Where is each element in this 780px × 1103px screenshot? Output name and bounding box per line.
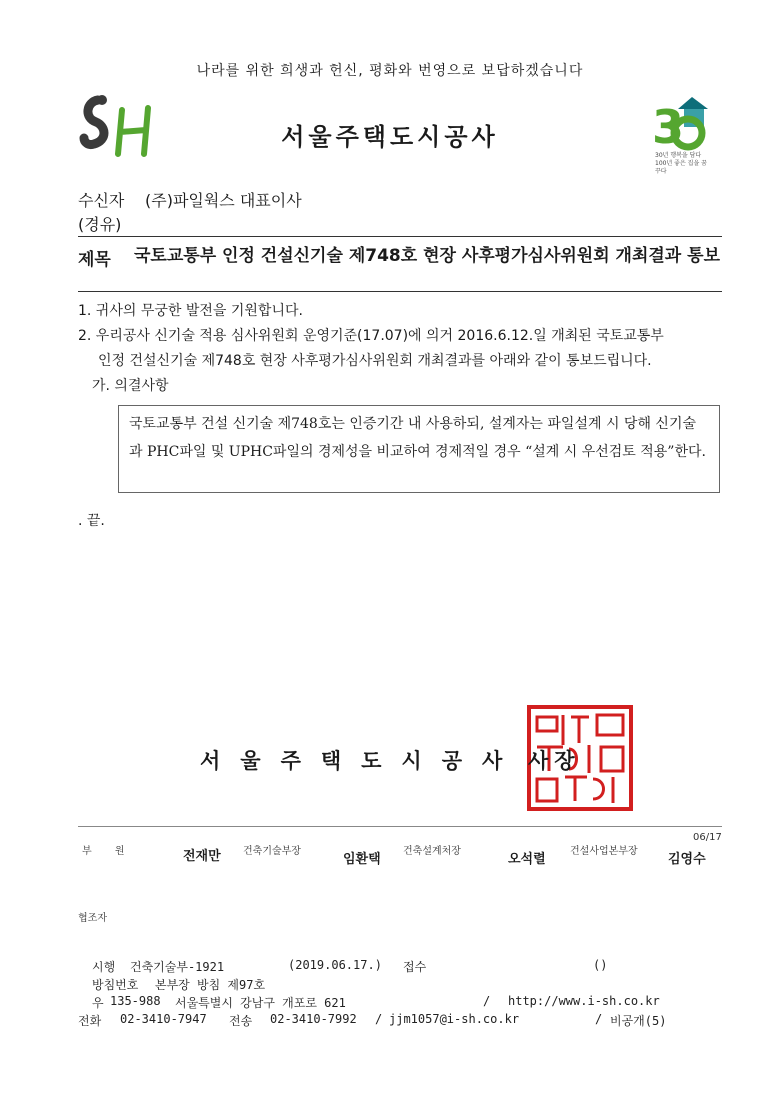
recipient-value: (주)파일웍스 대표이사	[145, 191, 302, 210]
exec-date: (2019.06.17.)	[288, 958, 382, 972]
footer-slash-2: /	[375, 1012, 383, 1026]
decision-box: 국토교통부 건설 신기술 제748호는 인증기간 내 사용하되, 설계자는 파일설계 시 당해 신기술과 PHC파일 및 UPHC파일의 경제성을 비교하여 경제적일 경우 “설계 시 우선검토 적용”한다.	[118, 405, 720, 493]
policy-label: 방침번호	[92, 978, 139, 992]
disclosure: 비공개(5)	[610, 1014, 667, 1028]
subject-label: 제목	[78, 250, 111, 270]
approver-1-role: 건축기술부장	[243, 846, 301, 857]
email-link[interactable]: jjm1057@i-sh.co.kr	[389, 1012, 520, 1026]
phone-label: 전화	[78, 1014, 102, 1028]
end-mark: . 끝.	[78, 513, 105, 529]
fax-value: 02-3410-7992	[270, 1012, 357, 1026]
exec-label: 시행	[92, 960, 116, 974]
approval-divider	[78, 826, 722, 827]
footer-slash-1: /	[483, 994, 491, 1008]
fax-label: 전송	[229, 1014, 253, 1028]
subject-text: 국토교통부 인정 건설신기술 제748호 현장 사후평가심사위원회 개최결과 통보	[134, 246, 720, 266]
body-item-ga: 가. 의결사항	[92, 378, 169, 394]
logo-caption: 30년 행복을 담다 100년 좋은 집을 꿈꾸다	[655, 152, 707, 175]
motto: 나라를 위한 희생과 헌신, 평화와 번영으로 보답하겠습니다	[196, 63, 584, 79]
approver-2-name: 임환택	[343, 852, 381, 867]
phone-value: 02-3410-7947	[120, 1012, 207, 1026]
body-item-2-line-1: 2. 우리공사 신기술 적용 심사위원회 운영기준(17.07)에 의거 2016.6.12.일 개최된 국토교통부	[78, 328, 664, 344]
recipient-label: 수신자	[78, 191, 125, 210]
sender-organization: 서울주택도시공사	[200, 749, 523, 773]
approver-3-role: 건설사업본부장	[570, 846, 638, 857]
via-label: (경유)	[78, 215, 122, 234]
body-item-1: 1. 귀사의 무궁한 발전을 기원합니다.	[78, 303, 303, 319]
sender-title: 사장	[528, 749, 581, 773]
cooperator-label: 협조자	[78, 913, 107, 924]
address: 서울특별시 강남구 개포로 621	[175, 996, 346, 1010]
30th-anniversary-logo	[648, 95, 710, 157]
approver-1-name: 전재만	[183, 849, 221, 864]
approver-4-name: 김영수	[668, 852, 706, 867]
exec-value: 건축기술부-1921	[130, 960, 225, 974]
subject-divider	[78, 291, 722, 292]
subject	[78, 245, 728, 270]
zip-label: 우	[92, 996, 104, 1010]
approval-label: 부 원	[82, 846, 135, 857]
website-link[interactable]: http://www.i-sh.co.kr	[508, 994, 660, 1008]
body-item-2-line-2: 인정 건설신기술 제748호 현장 사후평가심사위원회 개최결과를 아래와 같이 통보드립니다.	[98, 353, 652, 369]
zip-value: 135-988	[110, 994, 161, 1008]
footer-slash-3: /	[595, 1012, 603, 1026]
header-divider	[78, 236, 722, 237]
receive-label: 접수	[403, 960, 427, 974]
svg-text:3: 3	[652, 100, 685, 153]
approval-date: 06/17	[693, 832, 722, 843]
approver-2-role: 건축설계처장	[403, 846, 461, 857]
approver-3-name: 오석렬	[508, 852, 546, 867]
organization-title: 서울주택도시공사	[281, 123, 499, 151]
policy-value: 본부장 방침 제97호	[155, 978, 266, 992]
receive-value: ()	[593, 958, 608, 972]
